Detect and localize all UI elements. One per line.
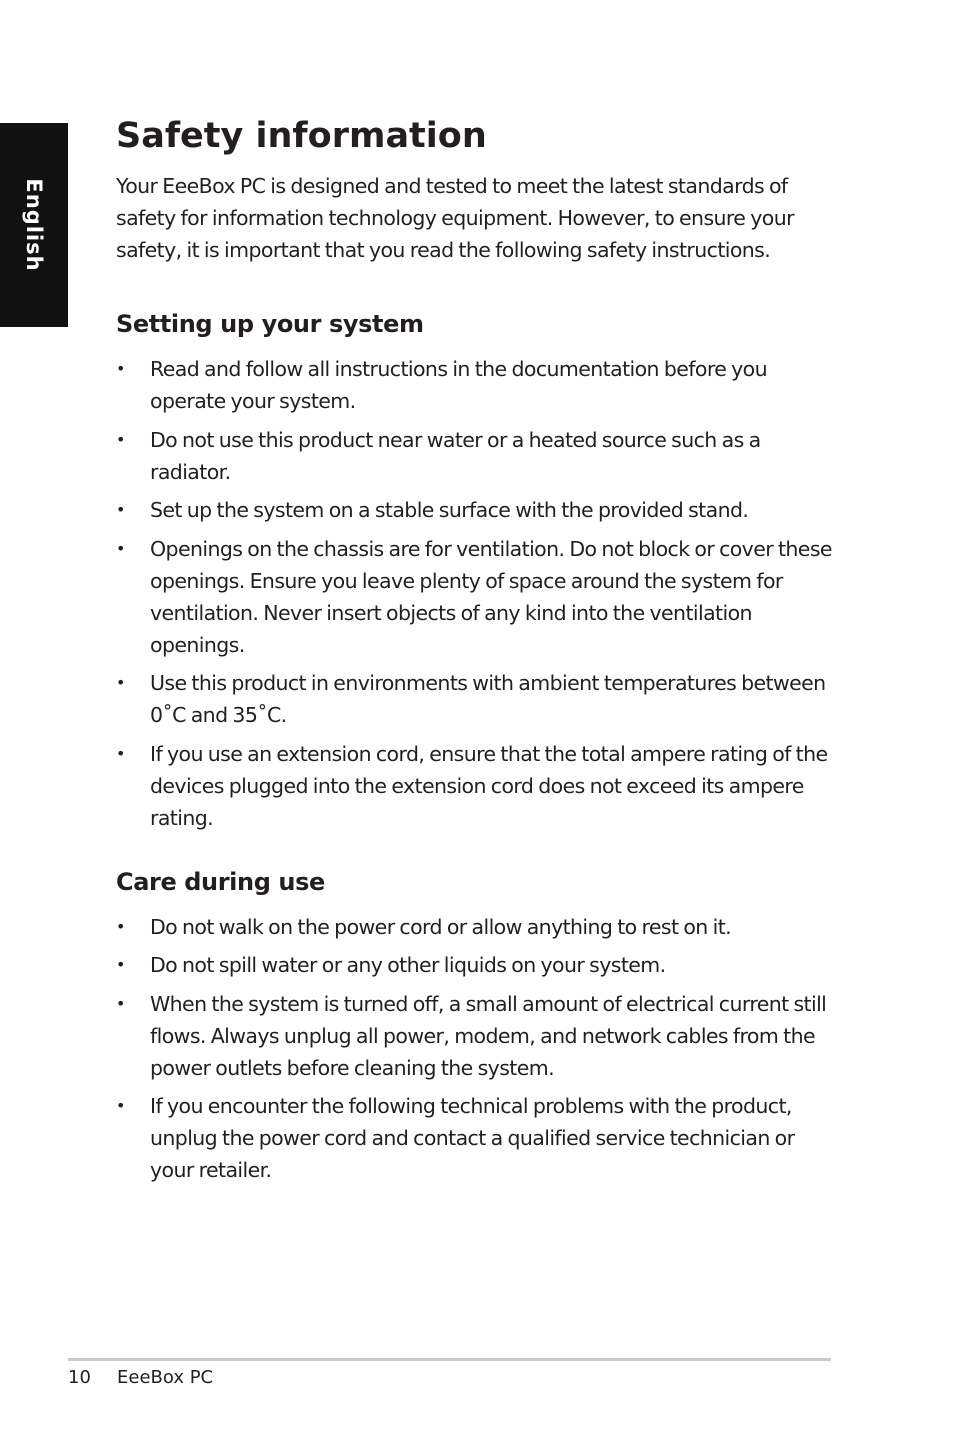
bullet-icon: •	[116, 955, 125, 974]
list-item-text: When the system is turned off, a small amount of electrical current still flows. Always unplug all power, modem, and network cables from the power outlets before cleaning the system.	[150, 991, 827, 1080]
list-item	[116, 738, 836, 834]
page-number: 10	[68, 1367, 91, 1388]
language-tab-label: English	[22, 178, 46, 272]
bullet-icon: •	[116, 673, 125, 692]
list-item-text: Do not spill water or any other liquids on your system.	[150, 953, 666, 977]
bullet-icon: •	[116, 359, 125, 378]
list-item	[116, 667, 836, 731]
setup-list	[116, 353, 836, 834]
bullet-icon: •	[116, 538, 125, 558]
list-item-text: If you encounter the following technical problems with the product, unplug the power cord and contact a qualified service technician or your retailer.	[150, 1094, 795, 1182]
footer-divider	[68, 1358, 831, 1361]
list-item-text: Openings on the chassis are for ventilation. Do not block or cover these openings. Ensure you leave plenty of space around the system for ventilation. Never insert objects of any kind into the ventilation openings.	[150, 536, 832, 657]
list-item	[116, 988, 836, 1084]
bullet-icon: •	[116, 500, 125, 519]
list-item	[116, 949, 836, 981]
intro-paragraph: Your EeeBox PC is designed and tested to meet the latest standards of safety for information technology equipment. However, to ensure your safety, it is important that you read the following safety instructions.	[116, 174, 794, 262]
bullet-icon: •	[116, 993, 125, 1013]
bullet-icon: •	[116, 916, 125, 936]
bullet-icon: •	[116, 429, 125, 449]
bullet-icon: •	[116, 1096, 125, 1115]
list-item-text: Read and follow all instructions in the documentation before you operate your system.	[150, 357, 768, 413]
list-item	[116, 1090, 836, 1186]
bullet-icon: •	[116, 743, 125, 763]
list-item	[116, 353, 836, 417]
section-heading-setup: Setting up your system	[116, 310, 424, 338]
list-item	[116, 494, 836, 526]
footer-product-name: EeeBox PC	[117, 1367, 214, 1388]
care-list	[116, 911, 836, 1187]
list-item-text: Set up the system on a stable surface with the provided stand.	[150, 498, 749, 522]
page-content	[116, 112, 836, 1193]
section-heading-care: Care during use	[116, 867, 325, 896]
list-item-text: If you use an extension cord, ensure that the total ampere rating of the devices plugged into the extension cord does not exceed its ampere rating.	[150, 741, 828, 830]
list-item	[116, 911, 836, 943]
list-item-text: Do not use this product near water or a heated source such as a radiator.	[150, 427, 761, 484]
list-item	[116, 424, 836, 488]
list-item	[116, 533, 836, 661]
list-item-text: Use this product in environments with ambient temperatures between 0˚C and 35˚C.	[150, 671, 826, 727]
page-title: Safety information	[116, 116, 487, 156]
list-item-text: Do not walk on the power cord or allow anything to rest on it.	[150, 914, 732, 939]
